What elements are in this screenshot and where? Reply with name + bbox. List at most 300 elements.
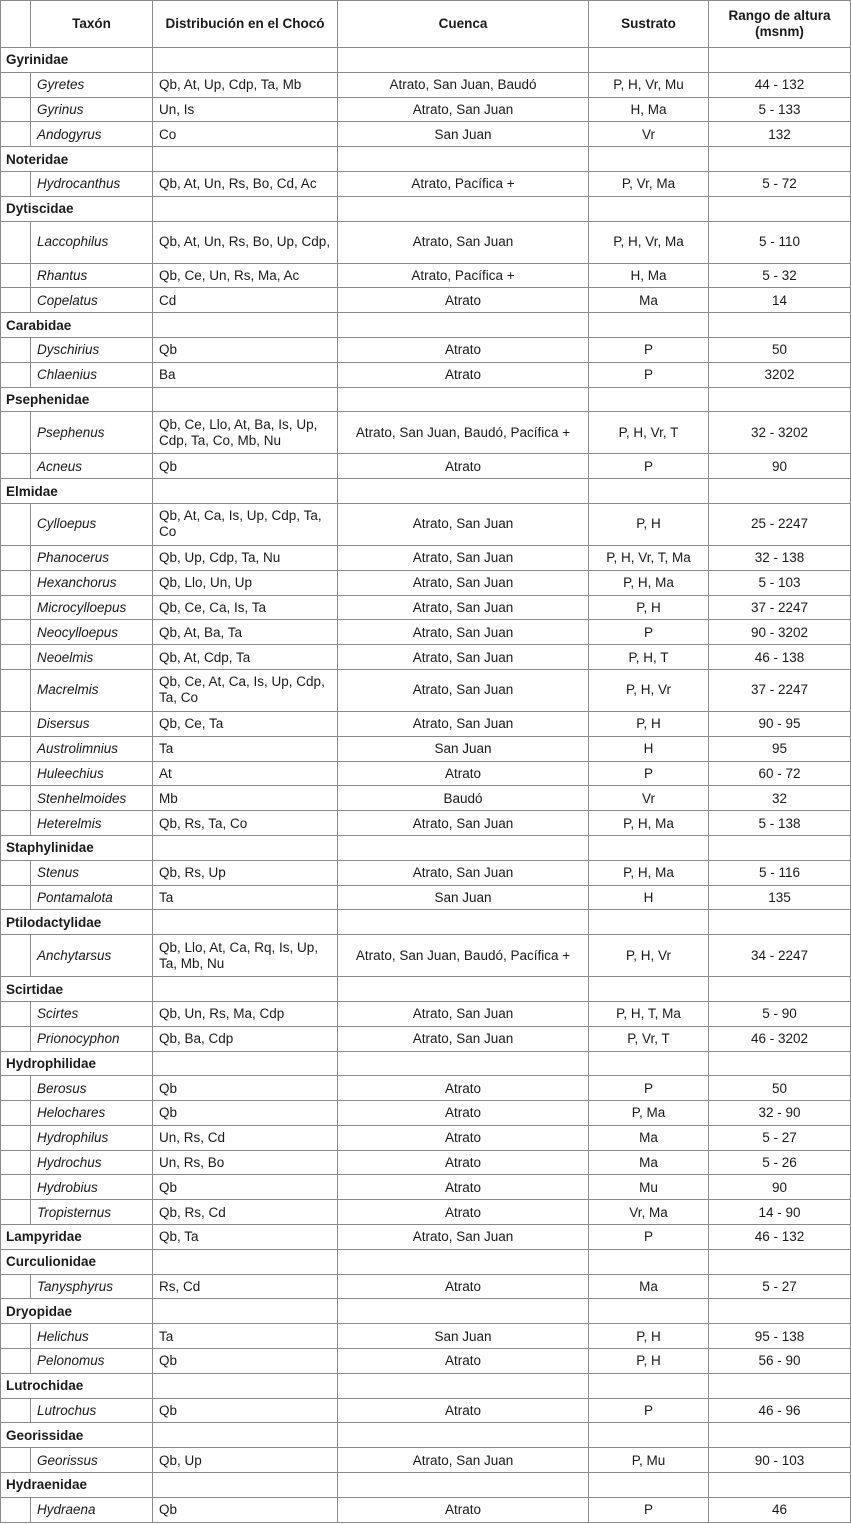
family-name: Curculionidae: [1, 1249, 153, 1274]
indent-cell: [1, 1175, 31, 1200]
distribution-cell: Qb, Ce, Un, Rs, Ma, Ac: [153, 263, 338, 288]
basin-cell: [338, 479, 589, 504]
indent-cell: [1, 620, 31, 645]
basin-cell: [338, 910, 589, 935]
header-substrate: Sustrato: [589, 1, 709, 48]
substrate-cell: P, Mu: [589, 1448, 709, 1473]
indent-cell: [1, 860, 31, 885]
altitude-cell: 95 - 138: [709, 1324, 851, 1349]
distribution-cell: Co: [153, 122, 338, 147]
genus-row: [1, 1001, 851, 1026]
genus-name: Hydrochus: [31, 1150, 153, 1175]
substrate-cell: P, H, T: [589, 645, 709, 670]
indent-cell: [1, 72, 31, 97]
altitude-cell: 135: [709, 885, 851, 910]
substrate-cell: P, H, Vr, T: [589, 412, 709, 454]
basin-cell: Atrato, San Juan: [338, 545, 589, 570]
genus-row: [1, 811, 851, 836]
distribution-cell: Qb, At, Ba, Ta: [153, 620, 338, 645]
distribution-cell: Qb, Rs, Ta, Co: [153, 811, 338, 836]
indent-cell: [1, 1398, 31, 1423]
indent-cell: [1, 288, 31, 313]
altitude-cell: 25 - 2247: [709, 503, 851, 545]
altitude-cell: 5 - 116: [709, 860, 851, 885]
family-name: Dytiscidae: [1, 196, 153, 221]
genus-name: Neoelmis: [31, 645, 153, 670]
genus-row: [1, 860, 851, 885]
distribution-cell: Un, Is: [153, 97, 338, 122]
basin-cell: [338, 147, 589, 172]
indent-cell: [1, 1125, 31, 1150]
substrate-cell: [589, 910, 709, 935]
substrate-cell: [589, 1299, 709, 1324]
family-name: Lampyridae: [1, 1225, 153, 1250]
basin-cell: Atrato: [338, 1274, 589, 1299]
distribution-cell: Qb: [153, 454, 338, 479]
basin-cell: [338, 313, 589, 338]
substrate-cell: P, Vr, Ma: [589, 171, 709, 196]
substrate-cell: [589, 147, 709, 172]
altitude-cell: [709, 977, 851, 1002]
substrate-cell: P, H, Vr: [589, 669, 709, 711]
family-row: [1, 313, 851, 338]
family-row: [1, 1373, 851, 1398]
family-row: [1, 910, 851, 935]
basin-cell: Atrato, San Juan: [338, 711, 589, 736]
substrate-cell: P: [589, 620, 709, 645]
genus-row: [1, 570, 851, 595]
altitude-cell: 14 - 90: [709, 1200, 851, 1225]
altitude-cell: 3202: [709, 362, 851, 387]
genus-row: [1, 122, 851, 147]
distribution-cell: [153, 1051, 338, 1076]
indent-cell: [1, 736, 31, 761]
family-row: [1, 387, 851, 412]
altitude-cell: 46 - 138: [709, 645, 851, 670]
basin-cell: Atrato, San Juan: [338, 669, 589, 711]
altitude-cell: [709, 835, 851, 860]
substrate-cell: P, Vr, T: [589, 1026, 709, 1051]
altitude-cell: 46 - 132: [709, 1225, 851, 1250]
genus-name: Tanysphyrus: [31, 1274, 153, 1299]
substrate-cell: P: [589, 1497, 709, 1522]
substrate-cell: Vr, Ma: [589, 1200, 709, 1225]
altitude-cell: 90 - 95: [709, 711, 851, 736]
distribution-cell: Ta: [153, 1324, 338, 1349]
genus-name: Disersus: [31, 711, 153, 736]
basin-cell: Baudó: [338, 786, 589, 811]
genus-row: [1, 1101, 851, 1126]
family-row: [1, 1299, 851, 1324]
basin-cell: Atrato: [338, 1175, 589, 1200]
family-row: [1, 1473, 851, 1498]
distribution-cell: Ta: [153, 736, 338, 761]
family-name: Ptilodactylidae: [1, 910, 153, 935]
distribution-cell: Qb, Un, Rs, Ma, Cdp: [153, 1001, 338, 1026]
distribution-cell: Qb: [153, 1101, 338, 1126]
basin-cell: [338, 196, 589, 221]
genus-name: Macrelmis: [31, 669, 153, 711]
indent-cell: [1, 412, 31, 454]
genus-row: [1, 1076, 851, 1101]
altitude-cell: 5 - 27: [709, 1274, 851, 1299]
indent-cell: [1, 1076, 31, 1101]
substrate-cell: P, H: [589, 1324, 709, 1349]
genus-name: Cylloepus: [31, 503, 153, 545]
family-name: Gyrinidae: [1, 48, 153, 73]
genus-name: Tropisternus: [31, 1200, 153, 1225]
altitude-cell: 95: [709, 736, 851, 761]
genus-row: [1, 1026, 851, 1051]
genus-row: [1, 1398, 851, 1423]
family-name: Hydrophilidae: [1, 1051, 153, 1076]
basin-cell: [338, 1373, 589, 1398]
genus-row: [1, 1200, 851, 1225]
family-row: [1, 1051, 851, 1076]
distribution-cell: Qb, Ta: [153, 1225, 338, 1250]
substrate-cell: H, Ma: [589, 97, 709, 122]
genus-name: Chlaenius: [31, 362, 153, 387]
altitude-cell: [709, 196, 851, 221]
genus-row: [1, 337, 851, 362]
altitude-cell: [709, 1299, 851, 1324]
genus-row: [1, 1150, 851, 1175]
distribution-cell: Qb: [153, 1398, 338, 1423]
basin-cell: Atrato: [338, 337, 589, 362]
indent-cell: [1, 885, 31, 910]
basin-cell: [338, 48, 589, 73]
genus-row: [1, 736, 851, 761]
altitude-cell: 5 - 133: [709, 97, 851, 122]
indent-cell: [1, 1150, 31, 1175]
altitude-cell: 32 - 90: [709, 1101, 851, 1126]
indent-cell: [1, 171, 31, 196]
altitude-cell: [709, 1249, 851, 1274]
basin-cell: Atrato, Pacífica +: [338, 263, 589, 288]
distribution-cell: [153, 835, 338, 860]
family-row: [1, 977, 851, 1002]
basin-cell: Atrato, San Juan: [338, 645, 589, 670]
basin-cell: Atrato: [338, 1398, 589, 1423]
indent-cell: [1, 122, 31, 147]
altitude-cell: 50: [709, 1076, 851, 1101]
genus-row: [1, 72, 851, 97]
genus-name: Gyrinus: [31, 97, 153, 122]
distribution-cell: [153, 48, 338, 73]
basin-cell: Atrato, San Juan, Baudó: [338, 72, 589, 97]
indent-cell: [1, 454, 31, 479]
distribution-cell: Qb, Rs, Up: [153, 860, 338, 885]
basin-cell: Atrato, San Juan: [338, 1001, 589, 1026]
genus-name: Stenhelmoides: [31, 786, 153, 811]
family-name: Lutrochidae: [1, 1373, 153, 1398]
distribution-cell: Qb, Ce, Ta: [153, 711, 338, 736]
genus-name: Laccophilus: [31, 221, 153, 263]
distribution-cell: [153, 387, 338, 412]
genus-name: Helochares: [31, 1101, 153, 1126]
substrate-cell: P, H, Vr, Ma: [589, 221, 709, 263]
substrate-cell: P, H: [589, 595, 709, 620]
distribution-cell: Qb, Ce, At, Ca, Is, Up, Cdp, Ta, Co: [153, 669, 338, 711]
family-row: [1, 479, 851, 504]
genus-name: Psephenus: [31, 412, 153, 454]
genus-row: [1, 620, 851, 645]
genus-name: Anchytarsus: [31, 935, 153, 977]
altitude-cell: 46 - 96: [709, 1398, 851, 1423]
family-row: [1, 196, 851, 221]
substrate-cell: P, H: [589, 711, 709, 736]
genus-name: Rhantus: [31, 263, 153, 288]
basin-cell: San Juan: [338, 1324, 589, 1349]
distribution-cell: Qb: [153, 1076, 338, 1101]
indent-cell: [1, 1349, 31, 1374]
genus-row: [1, 263, 851, 288]
family-name: Staphylinidae: [1, 835, 153, 860]
genus-name: Andogyrus: [31, 122, 153, 147]
substrate-cell: P, H: [589, 503, 709, 545]
basin-cell: Atrato: [338, 1150, 589, 1175]
basin-cell: Atrato: [338, 454, 589, 479]
indent-cell: [1, 97, 31, 122]
distribution-cell: Qb: [153, 1349, 338, 1374]
indent-cell: [1, 1497, 31, 1522]
indent-cell: [1, 1101, 31, 1126]
distribution-cell: [153, 147, 338, 172]
genus-row: [1, 645, 851, 670]
header-basin: Cuenca: [338, 1, 589, 48]
family-name: Noteridae: [1, 147, 153, 172]
basin-cell: Atrato: [338, 1076, 589, 1101]
genus-name: Pelonomus: [31, 1349, 153, 1374]
distribution-cell: Qb, Ce, Llo, At, Ba, Is, Up, Cdp, Ta, Co, Mb, Nu: [153, 412, 338, 454]
distribution-cell: Qb, Up: [153, 1448, 338, 1473]
basin-cell: [338, 1051, 589, 1076]
substrate-cell: [589, 387, 709, 412]
substrate-cell: H, Ma: [589, 263, 709, 288]
family-row: [1, 1423, 851, 1448]
altitude-cell: [709, 1423, 851, 1448]
indent-cell: [1, 570, 31, 595]
distribution-cell: [153, 196, 338, 221]
altitude-cell: 14: [709, 288, 851, 313]
family-name: Scirtidae: [1, 977, 153, 1002]
distribution-cell: [153, 977, 338, 1002]
altitude-cell: 5 - 27: [709, 1125, 851, 1150]
substrate-cell: P: [589, 1076, 709, 1101]
basin-cell: Atrato: [338, 1349, 589, 1374]
basin-cell: Atrato: [338, 362, 589, 387]
substrate-cell: P, H, Vr, T, Ma: [589, 545, 709, 570]
substrate-cell: [589, 835, 709, 860]
substrate-cell: Ma: [589, 1150, 709, 1175]
altitude-cell: 32 - 3202: [709, 412, 851, 454]
distribution-cell: Un, Rs, Cd: [153, 1125, 338, 1150]
basin-cell: San Juan: [338, 885, 589, 910]
altitude-cell: [709, 1473, 851, 1498]
family-name: Carabidae: [1, 313, 153, 338]
substrate-cell: P: [589, 1398, 709, 1423]
altitude-cell: 5 - 26: [709, 1150, 851, 1175]
header-distribution: Distribución en el Chocó: [153, 1, 338, 48]
altitude-cell: 34 - 2247: [709, 935, 851, 977]
substrate-cell: [589, 1423, 709, 1448]
substrate-cell: P: [589, 362, 709, 387]
indent-cell: [1, 221, 31, 263]
genus-row: [1, 1324, 851, 1349]
basin-cell: Atrato, Pacífica +: [338, 171, 589, 196]
substrate-cell: [589, 313, 709, 338]
substrate-cell: P: [589, 761, 709, 786]
substrate-cell: P, H, Ma: [589, 570, 709, 595]
genus-row: [1, 288, 851, 313]
substrate-cell: P, H, T, Ma: [589, 1001, 709, 1026]
genus-name: Neocylloepus: [31, 620, 153, 645]
basin-cell: Atrato: [338, 288, 589, 313]
substrate-cell: Mu: [589, 1175, 709, 1200]
substrate-cell: Ma: [589, 1125, 709, 1150]
substrate-cell: P: [589, 337, 709, 362]
altitude-cell: 44 - 132: [709, 72, 851, 97]
distribution-cell: [153, 1299, 338, 1324]
basin-cell: [338, 1249, 589, 1274]
substrate-cell: P, H, Ma: [589, 860, 709, 885]
basin-cell: [338, 835, 589, 860]
genus-row: [1, 412, 851, 454]
altitude-cell: [709, 48, 851, 73]
genus-name: Hexanchorus: [31, 570, 153, 595]
basin-cell: Atrato: [338, 1497, 589, 1522]
family-name: Dryopidae: [1, 1299, 153, 1324]
distribution-cell: [153, 1373, 338, 1398]
basin-cell: Atrato, San Juan: [338, 595, 589, 620]
genus-row: [1, 171, 851, 196]
basin-cell: [338, 1299, 589, 1324]
indent-cell: [1, 711, 31, 736]
distribution-cell: Cd: [153, 288, 338, 313]
genus-name: Copelatus: [31, 288, 153, 313]
altitude-cell: [709, 313, 851, 338]
genus-row: [1, 885, 851, 910]
table-body: [1, 48, 851, 1523]
indent-cell: [1, 263, 31, 288]
substrate-cell: P, H: [589, 1349, 709, 1374]
altitude-cell: 5 - 32: [709, 263, 851, 288]
altitude-cell: 5 - 90: [709, 1001, 851, 1026]
genus-name: Heterelmis: [31, 811, 153, 836]
genus-row: [1, 221, 851, 263]
genus-row: [1, 503, 851, 545]
family-row: [1, 835, 851, 860]
altitude-cell: 5 - 103: [709, 570, 851, 595]
family-row: [1, 1249, 851, 1274]
substrate-cell: H: [589, 885, 709, 910]
indent-cell: [1, 811, 31, 836]
genus-row: [1, 362, 851, 387]
altitude-cell: [709, 910, 851, 935]
altitude-cell: 90 - 3202: [709, 620, 851, 645]
distribution-cell: Un, Rs, Bo: [153, 1150, 338, 1175]
indent-cell: [1, 1324, 31, 1349]
genus-name: Lutrochus: [31, 1398, 153, 1423]
indent-cell: [1, 1026, 31, 1051]
header-indent: [1, 1, 31, 48]
indent-cell: [1, 1001, 31, 1026]
family-row: [1, 1225, 851, 1250]
genus-row: [1, 545, 851, 570]
basin-cell: [338, 1473, 589, 1498]
genus-row: [1, 1349, 851, 1374]
indent-cell: [1, 786, 31, 811]
genus-name: Hydrocanthus: [31, 171, 153, 196]
substrate-cell: P, H, Vr: [589, 935, 709, 977]
substrate-cell: [589, 1373, 709, 1398]
genus-name: Georissus: [31, 1448, 153, 1473]
genus-name: Huleechius: [31, 761, 153, 786]
substrate-cell: Ma: [589, 288, 709, 313]
altitude-cell: 46 - 3202: [709, 1026, 851, 1051]
genus-row: [1, 761, 851, 786]
substrate-cell: P, H, Vr, Mu: [589, 72, 709, 97]
altitude-cell: [709, 147, 851, 172]
indent-cell: [1, 1200, 31, 1225]
genus-name: Hydrobius: [31, 1175, 153, 1200]
substrate-cell: P: [589, 454, 709, 479]
distribution-cell: Qb, Rs, Cd: [153, 1200, 338, 1225]
altitude-cell: 56 - 90: [709, 1349, 851, 1374]
genus-row: [1, 935, 851, 977]
substrate-cell: [589, 1051, 709, 1076]
distribution-cell: [153, 910, 338, 935]
distribution-cell: [153, 313, 338, 338]
indent-cell: [1, 935, 31, 977]
family-row: [1, 147, 851, 172]
distribution-cell: Qb: [153, 1175, 338, 1200]
altitude-cell: 46: [709, 1497, 851, 1522]
basin-cell: San Juan: [338, 122, 589, 147]
genus-name: Helichus: [31, 1324, 153, 1349]
family-name: Georissidae: [1, 1423, 153, 1448]
basin-cell: [338, 1423, 589, 1448]
distribution-cell: Qb: [153, 1497, 338, 1522]
indent-cell: [1, 1448, 31, 1473]
family-row: [1, 48, 851, 73]
family-name: Elmidae: [1, 479, 153, 504]
indent-cell: [1, 362, 31, 387]
substrate-cell: [589, 196, 709, 221]
genus-row: [1, 454, 851, 479]
genus-name: Hydrophilus: [31, 1125, 153, 1150]
distribution-cell: Qb, At, Un, Rs, Bo, Up, Cdp,: [153, 221, 338, 263]
basin-cell: [338, 387, 589, 412]
genus-name: Microcylloepus: [31, 595, 153, 620]
basin-cell: Atrato, San Juan: [338, 811, 589, 836]
substrate-cell: [589, 48, 709, 73]
basin-cell: Atrato, San Juan, Baudó, Pacífica +: [338, 935, 589, 977]
altitude-cell: 60 - 72: [709, 761, 851, 786]
distribution-cell: [153, 1423, 338, 1448]
distribution-cell: [153, 1473, 338, 1498]
basin-cell: Atrato, San Juan: [338, 620, 589, 645]
distribution-cell: Qb, Llo, Un, Up: [153, 570, 338, 595]
basin-cell: Atrato: [338, 1101, 589, 1126]
altitude-cell: [709, 387, 851, 412]
basin-cell: Atrato, San Juan: [338, 1026, 589, 1051]
basin-cell: Atrato, San Juan: [338, 503, 589, 545]
basin-cell: Atrato: [338, 1200, 589, 1225]
basin-cell: Atrato, San Juan: [338, 860, 589, 885]
genus-name: Dyschirius: [31, 337, 153, 362]
altitude-cell: 90: [709, 1175, 851, 1200]
